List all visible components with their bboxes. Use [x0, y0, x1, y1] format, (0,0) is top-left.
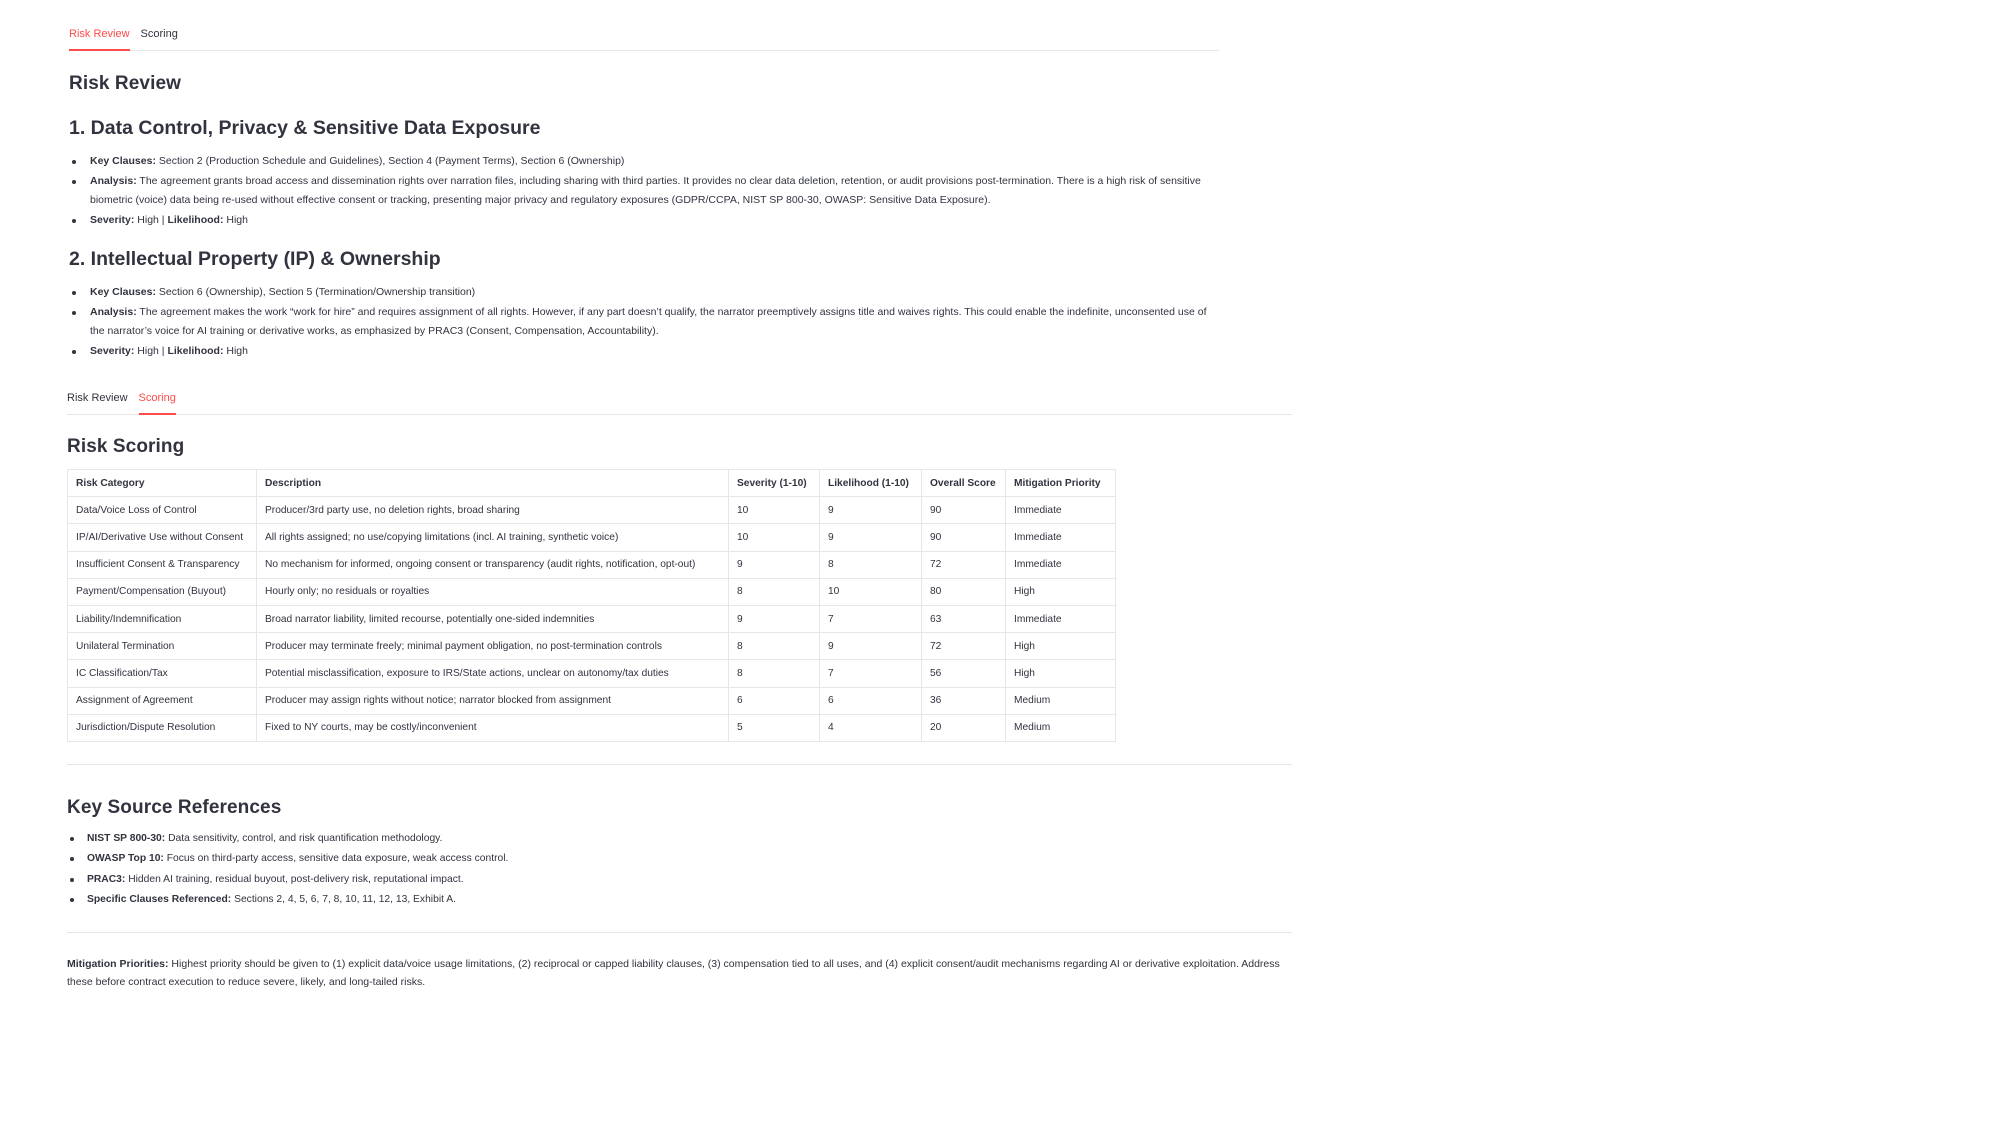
tab-bar	[69, 18, 1219, 51]
cell-category: Payment/Compensation (Buyout)	[68, 578, 257, 605]
risk-review-view	[69, 18, 1219, 361]
section-2-analysis: Analysis: The agreement makes the work “work for hire” and requires assignment of all rights. However, if any part doesn’t qualify, the narrator preemptively assigns title and waives rights. This could enable the indefinite, unconsented use of the narrator’s voice for AI training or derivative works, as emphasized by PRAC3 (Consent, Compensation, Accountability).	[69, 303, 1219, 342]
section-1-heading: 1. Data Control, Privacy & Sensitive Data Exposure	[69, 117, 541, 139]
section-1-key-clauses: Key Clauses: Section 2 (Production Schedule and Guidelines), Section 4 (Payment Terms), Section 6 (Ownership)	[69, 152, 1219, 172]
table-row	[68, 605, 1116, 632]
cell-likelihood: 7	[820, 660, 922, 687]
table-row	[68, 687, 1116, 714]
cell-category: Assignment of Agreement	[68, 687, 257, 714]
col-risk-category: Risk Category	[68, 470, 257, 497]
cell-score: 72	[922, 551, 1006, 578]
col-likelihood: Likelihood (1-10)	[820, 470, 922, 497]
cell-likelihood: 9	[820, 497, 922, 524]
section-2-key-clauses: Key Clauses: Section 6 (Ownership), Section 5 (Termination/Ownership transition)	[69, 283, 1219, 303]
section-2-heading: 2. Intellectual Property (IP) & Ownership	[69, 248, 441, 270]
tab-scoring[interactable]: Scoring	[140, 28, 178, 40]
table-row	[68, 524, 1116, 551]
col-mitigation-priority: Mitigation Priority	[1006, 470, 1116, 497]
cell-category: IP/AI/Derivative Use without Consent	[68, 524, 257, 551]
cell-likelihood: 7	[820, 605, 922, 632]
section-2-severity: Severity: High | Likelihood: High	[69, 342, 1219, 362]
cell-category: Jurisdiction/Dispute Resolution	[68, 714, 257, 741]
cell-score: 90	[922, 524, 1006, 551]
cell-priority: High	[1006, 578, 1116, 605]
cell-description: Producer may terminate freely; minimal payment obligation, no post-termination controls	[257, 633, 729, 660]
cell-severity: 10	[729, 524, 820, 551]
cell-severity: 8	[729, 660, 820, 687]
tab-bar-2	[67, 383, 1292, 415]
divider-1	[67, 764, 1292, 765]
cell-priority: Medium	[1006, 714, 1116, 741]
cell-score: 72	[922, 633, 1006, 660]
cell-score: 20	[922, 714, 1006, 741]
section-1-list	[69, 152, 1219, 230]
mitigation-priorities: Mitigation Priorities: Highest priority should be given to (1) explicit data/voice usage limitations, (2) reciprocal or capped liability clauses, (3) compensation tied to all uses, and (4) explicit consent/audit mechanisms regarding AI or derivative exploitation. Address these before contract execution to reduce severe, likely, and long-tailed risks.	[67, 957, 1280, 988]
cell-score: 80	[922, 578, 1006, 605]
divider-2	[67, 932, 1292, 933]
cell-category: Unilateral Termination	[68, 633, 257, 660]
cell-priority: High	[1006, 660, 1116, 687]
table-row	[68, 497, 1116, 524]
cell-category: IC Classification/Tax	[68, 660, 257, 687]
col-overall-score: Overall Score	[922, 470, 1006, 497]
section-2-list	[69, 283, 1219, 361]
cell-severity: 6	[729, 687, 820, 714]
table-row	[68, 578, 1116, 605]
key-source-references-title: Key Source References	[67, 796, 282, 818]
cell-priority: Immediate	[1006, 497, 1116, 524]
cell-severity: 9	[729, 605, 820, 632]
table-row	[68, 633, 1116, 660]
cell-severity: 9	[729, 551, 820, 578]
reference-clauses: Specific Clauses Referenced: Sections 2, 4, 5, 6, 7, 8, 10, 11, 12, 13, Exhibit A.	[67, 890, 1292, 911]
table-row	[68, 551, 1116, 578]
cell-likelihood: 4	[820, 714, 922, 741]
risk-scoring-title: Risk Scoring	[67, 436, 185, 457]
reference-owasp: OWASP Top 10: Focus on third-party access, sensitive data exposure, weak access control.	[67, 849, 1292, 870]
tab-risk-review[interactable]: Risk Review	[69, 18, 130, 51]
cell-description: Producer/3rd party use, no deletion rights, broad sharing	[257, 497, 729, 524]
cell-description: Potential misclassification, exposure to IRS/State actions, unclear on autonomy/tax duties	[257, 660, 729, 687]
cell-description: Broad narrator liability, limited recourse, potentially one-sided indemnities	[257, 605, 729, 632]
cell-likelihood: 9	[820, 524, 922, 551]
table-row	[68, 714, 1116, 741]
cell-likelihood: 9	[820, 633, 922, 660]
reference-nist: NIST SP 800-30: Data sensitivity, control, and risk quantification methodology.	[67, 829, 1292, 850]
table-header-row	[68, 470, 1116, 497]
col-severity: Severity (1-10)	[729, 470, 820, 497]
cell-description: Producer may assign rights without notice; narrator blocked from assignment	[257, 687, 729, 714]
references-list	[67, 829, 1292, 911]
col-description: Description	[257, 470, 729, 497]
tab-scoring-2[interactable]: Scoring	[139, 383, 176, 415]
cell-score: 36	[922, 687, 1006, 714]
risk-review-title: Risk Review	[69, 73, 181, 94]
cell-severity: 8	[729, 633, 820, 660]
cell-score: 56	[922, 660, 1006, 687]
cell-severity: 8	[729, 578, 820, 605]
cell-description: All rights assigned; no use/copying limitations (incl. AI training, synthetic voice)	[257, 524, 729, 551]
section-1-severity: Severity: High | Likelihood: High	[69, 211, 1219, 231]
tab-risk-review-2[interactable]: Risk Review	[67, 392, 128, 404]
cell-likelihood: 10	[820, 578, 922, 605]
cell-description: Fixed to NY courts, may be costly/inconvenient	[257, 714, 729, 741]
reference-prac3: PRAC3: Hidden AI training, residual buyout, post-delivery risk, reputational impact.	[67, 870, 1292, 891]
cell-priority: Medium	[1006, 687, 1116, 714]
cell-category: Liability/Indemnification	[68, 605, 257, 632]
cell-likelihood: 8	[820, 551, 922, 578]
cell-priority: Immediate	[1006, 524, 1116, 551]
cell-category: Data/Voice Loss of Control	[68, 497, 257, 524]
cell-priority: Immediate	[1006, 605, 1116, 632]
section-1-analysis: Analysis: The agreement grants broad access and dissemination rights over narration files, including sharing with third parties. It provides no clear data deletion, retention, or audit provisions post-termination. There is a high risk of sensitive biometric (voice) data being re-used without effective consent or tracking, presenting major privacy and regulatory exposures (GDPR/CCPA, NIST SP 800-30, OWASP: Sensitive Data Exposure).	[69, 172, 1219, 211]
table-row	[68, 660, 1116, 687]
scoring-view	[67, 383, 1292, 991]
cell-priority: High	[1006, 633, 1116, 660]
cell-severity: 5	[729, 714, 820, 741]
cell-description: Hourly only; no residuals or royalties	[257, 578, 729, 605]
cell-score: 90	[922, 497, 1006, 524]
cell-likelihood: 6	[820, 687, 922, 714]
risk-scoring-table	[67, 469, 1116, 742]
cell-priority: Immediate	[1006, 551, 1116, 578]
cell-severity: 10	[729, 497, 820, 524]
cell-category: Insufficient Consent & Transparency	[68, 551, 257, 578]
cell-description: No mechanism for informed, ongoing consent or transparency (audit rights, notification, opt-out)	[257, 551, 729, 578]
cell-score: 63	[922, 605, 1006, 632]
